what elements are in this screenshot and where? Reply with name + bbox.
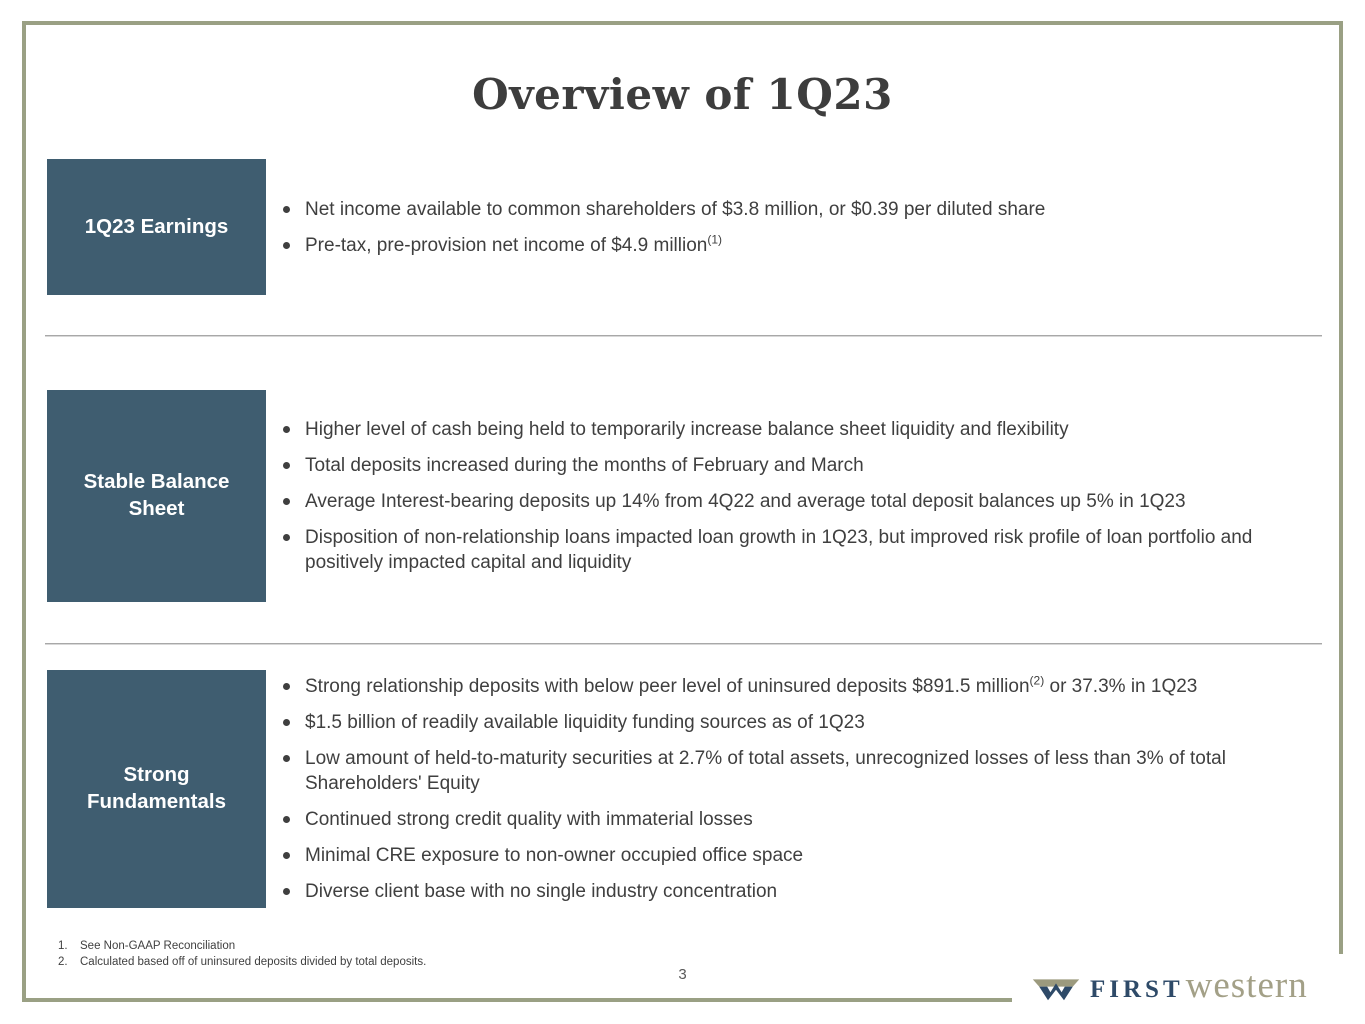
section-1q23-earnings (47, 159, 1322, 295)
page-number: 3 (678, 966, 687, 983)
list-item (283, 233, 1322, 258)
bullet-list (283, 417, 1322, 575)
footnote-text: See Non-GAAP Reconciliation (80, 940, 236, 952)
bullet-text: Minimal CRE exposure to non-owner occupied office space (305, 845, 804, 866)
footnote-number: 2. (58, 956, 68, 968)
list-item (283, 525, 1322, 575)
list-item (283, 807, 1322, 832)
firstwestern-w-icon (1032, 976, 1080, 1002)
footnote-text: Calculated based off of uninsured deposits divided by total deposits. (80, 956, 427, 968)
bullet-text: $1.5 billion of readily available liquidity funding sources as of 1Q23 (305, 712, 865, 733)
section-label-box: Stable Balance Sheet (47, 390, 266, 602)
bullet-text: Low amount of held-to-maturity securities at 2.7% of total assets, unrecognized losses of less than 3% of total Shareholders' Equity (305, 748, 1226, 794)
list-item (283, 879, 1322, 904)
bullet-text: Strong relationship deposits with below peer level of uninsured deposits $891.5 million$^{(2)}$ or 37.3% in 1Q23 (305, 673, 1198, 697)
bullet-icon (283, 683, 290, 690)
list-item (283, 710, 1322, 735)
section-stable-balance-sheet (47, 390, 1322, 602)
section-divider (45, 643, 1322, 645)
list-item (283, 453, 1322, 478)
bullet-text: Diverse client base with no single industry concentration (305, 881, 778, 902)
section-label-box: Strong Fundamentals (47, 670, 266, 908)
footnote-ref: (2) (1029, 673, 1045, 688)
bullet-list (283, 674, 1322, 904)
bullet-icon (283, 852, 290, 859)
bullet-icon (283, 816, 290, 823)
bullet-icon (283, 755, 290, 762)
footnote-number: 1. (58, 940, 68, 952)
section-label-box: 1Q23 Earnings (47, 159, 266, 295)
list-item (283, 417, 1322, 442)
bullet-text: Higher level of cash being held to temporarily increase balance sheet liquidity and flexibility (305, 419, 1069, 440)
bullet-icon (283, 426, 290, 433)
list-item (283, 674, 1322, 699)
list-item (283, 843, 1322, 868)
bullet-icon (283, 534, 290, 541)
bullet-icon (283, 206, 290, 213)
section-strong-fundamentals (47, 670, 1322, 908)
bullet-icon (283, 888, 290, 895)
bullet-text: Pre-tax, pre-provision net income of $4.9 million$^{(1)}$ (305, 232, 723, 256)
footnote (58, 938, 426, 954)
bullet-icon (283, 498, 290, 505)
section-divider (45, 335, 1322, 337)
logo-text-western: western (1185, 965, 1308, 1006)
logo-text-first: FIRST (1090, 976, 1184, 1003)
list-item (283, 489, 1322, 514)
footnote-ref: (1) (707, 232, 723, 247)
bullet-text: Net income available to common shareholders of $3.8 million, or $0.39 per diluted share (305, 198, 1046, 220)
list-item (283, 197, 1322, 222)
page-title: Overview of 1Q23 (472, 70, 893, 119)
list-item (283, 746, 1322, 796)
bullet-icon (283, 242, 290, 249)
bullet-text: Disposition of non-relationship loans impacted loan growth in 1Q23, but improved risk profile of loan portfolio and positively impacted capital and liquidity (305, 527, 1253, 573)
bullet-text: Average Interest-bearing deposits up 14% from 4Q22 and average total deposit balances up 5% in 1Q23 (305, 491, 1186, 512)
bullet-icon (283, 719, 290, 726)
bullet-text: Continued strong credit quality with immaterial losses (305, 809, 753, 830)
bullet-icon (283, 462, 290, 469)
firstwestern-logo (1032, 964, 1308, 1007)
bullet-list (283, 197, 1322, 258)
bullet-text: Total deposits increased during the months of February and March (305, 455, 864, 476)
